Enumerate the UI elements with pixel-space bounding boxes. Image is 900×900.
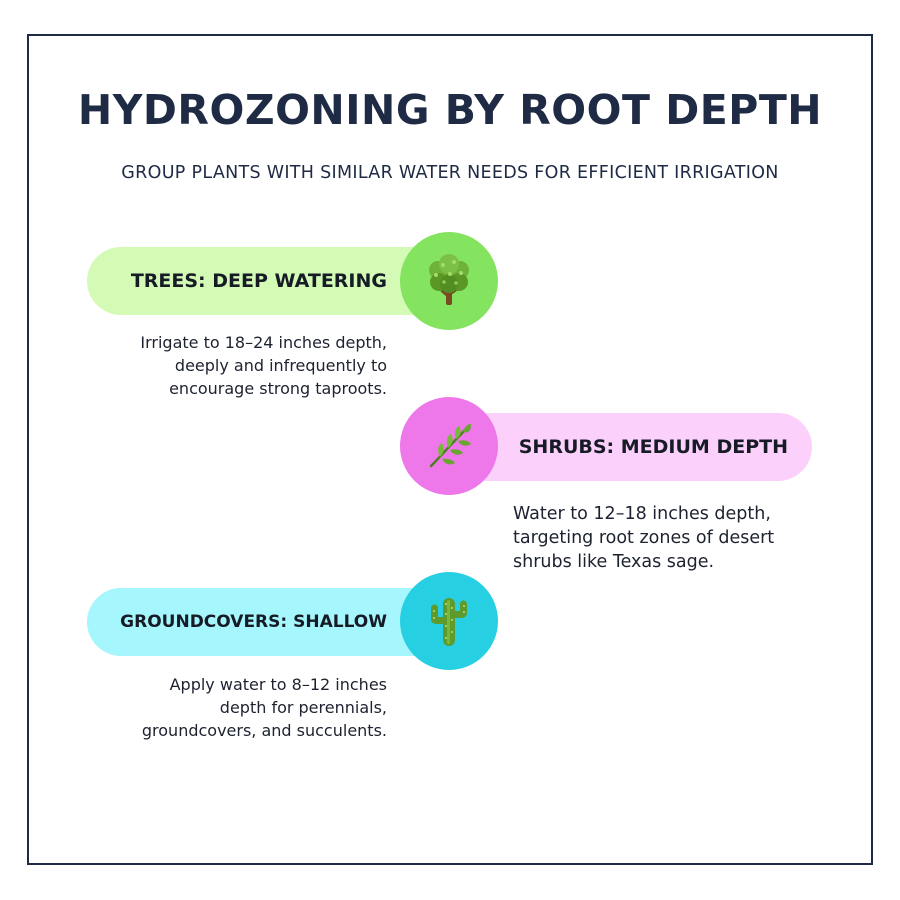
description-line: Apply water to 8–12 inches: [169, 675, 387, 694]
zone-trees-pill: [87, 247, 447, 315]
zone-groundcovers-description: [87, 673, 387, 742]
zone-shrubs-label: SHRUBS: MEDIUM DEPTH: [518, 436, 788, 458]
description-line: depth for perennials,: [219, 698, 387, 717]
zone-shrubs-pill: [453, 413, 812, 481]
page-subtitle: GROUP PLANTS WITH SIMILAR WATER NEEDS FOR EFFICIENT IRRIGATION: [121, 163, 779, 183]
cactus-icon: [426, 594, 472, 648]
description-line: encourage strong taproots.: [169, 379, 387, 398]
zone-groundcovers-icon-circle: [400, 572, 498, 670]
description-line: shrubs like Texas sage.: [513, 552, 715, 572]
description-line: Irrigate to 18–24 inches depth,: [140, 333, 387, 352]
zone-trees-label: TREES: DEEP WATERING: [130, 270, 387, 292]
zone-groundcovers-pill: [87, 588, 447, 656]
herb-sprig-icon: [423, 420, 475, 472]
zone-trees-description: [87, 331, 387, 400]
zone-shrubs-icon-circle: [400, 397, 498, 495]
description-line: groundcovers, and succulents.: [141, 721, 387, 740]
zone-groundcovers-label: GROUNDCOVERS: SHALLOW: [120, 612, 387, 632]
page-title: HYDROZONING BY ROOT DEPTH: [77, 86, 823, 134]
description-line: deeply and infrequently to: [174, 356, 387, 375]
deciduous-tree-icon: [423, 253, 475, 309]
description-line: targeting root zones of desert: [513, 528, 775, 548]
zone-shrubs-description: [513, 502, 813, 574]
description-line: Water to 12–18 inches depth,: [513, 504, 771, 524]
zone-trees-icon-circle: [400, 232, 498, 330]
